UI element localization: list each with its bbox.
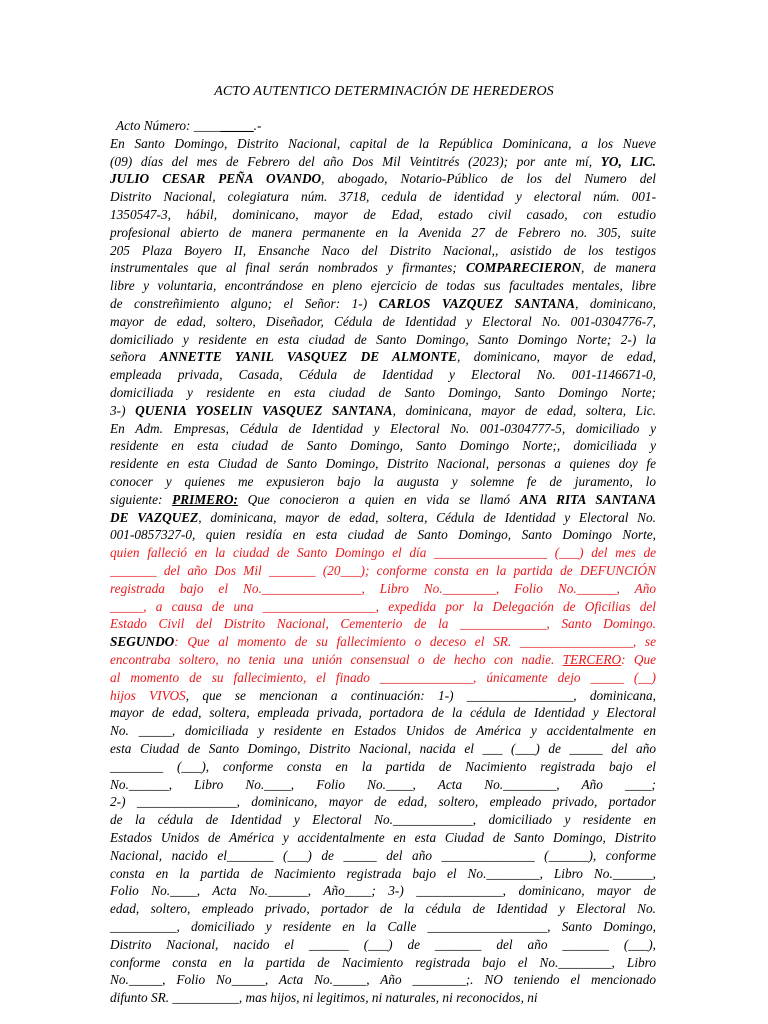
text-line [110, 704, 656, 722]
text-segment: Estados Unidos de América y accidentalmente en esta Ciudad de Santo Domingo, Distrito [110, 830, 656, 845]
text-segment: : Que al momento de su fallecimiento o deceso el SR. _________________, se [174, 634, 656, 650]
text-segment: residente en esta ciudad de Santo Domingo, Santo Domingo Norte;, domiciliada y [110, 438, 656, 454]
text-line [110, 918, 656, 936]
text-segment: Nacional, nacido el_______ (___) de _____ del año ______________ (______), conforme [110, 847, 656, 863]
text-segment: , de manera [581, 260, 656, 276]
text-line [110, 135, 656, 153]
text-line [110, 776, 656, 794]
text-segment: No._____, Folio No_____, Acta No._____, Año ________;. NO teniendo el mencionado [110, 972, 656, 988]
text-line [110, 509, 656, 527]
text-line [110, 989, 656, 1007]
text-segment: Acto Número: ____ [116, 118, 221, 133]
text-line [110, 526, 656, 544]
text-segment: SEGUNDO [110, 634, 175, 650]
text-line [110, 954, 656, 972]
text-segment: DE VAZQUEZ [110, 509, 199, 525]
text-segment: : Que [621, 652, 656, 667]
text-line [110, 473, 656, 491]
text-segment: _____, a causa de una _________________, expedida por la Delegación de Oficilias del [110, 598, 656, 614]
text-line [110, 651, 656, 669]
text-line [110, 544, 656, 562]
text-line [110, 740, 656, 758]
text-line [110, 793, 656, 811]
text-segment: No.______, Libro No.____, Folio No.____, Acta No.________, Año ____; [110, 776, 656, 792]
text-line [110, 295, 656, 313]
text-segment: En Santo Domingo, Distrito Nacional, capital de la República Dominicana, a los Nueve [110, 135, 656, 151]
text-segment: No. _____, domiciliada y residente en Estados Unidos de América y accidentalmente en [110, 723, 656, 739]
text-line [110, 313, 656, 331]
text-segment: , que se mencionan a continuación: 1-) ________________, dominicana, [185, 687, 656, 703]
text-line [110, 722, 656, 740]
text-line [110, 242, 656, 260]
text-segment: libre y voluntaria, encontrándose en pleno ejercicio de todas sus facultades mentales, libre [110, 278, 656, 294]
text-line [110, 259, 656, 277]
text-line [110, 971, 656, 989]
text-segment: registrada bajo el No._______________, Libro No.________, Folio No.______, Año [110, 580, 656, 596]
text-segment: ANA RITA SANTANA [519, 491, 656, 507]
text-segment: Distrito Nacional, nacido el ______ (___) de _______ del año _______ (___), [110, 936, 656, 952]
text-line [110, 633, 656, 651]
text-segment: Distrito Nacional, colegiatura núm. 3718, cedula de identidad y electoral núm. 001- [110, 189, 656, 205]
text-segment: YO, LIC. [600, 153, 656, 169]
text-segment: domiciliada y residente en esta ciudad de Santo Domingo, Santo Domingo Norte; [110, 385, 656, 400]
text-segment: conforme consta en la partida de Nacimiento registrada bajo el No.________, Libro [110, 954, 656, 970]
text-segment: TERCERO [562, 652, 622, 667]
text-segment: edad, soltero, empleado privado, portador de la cédula de Identidad y Electoral No. [110, 901, 656, 917]
text-segment: al momento de su fallecimiento, el finado ______________, únicamente dejo _____ (__) [110, 669, 656, 685]
text-line [110, 420, 656, 438]
text-segment: residente en esta Ciudad de Santo Domingo, Distrito Nacional, personas a quienes doy fe [110, 456, 656, 472]
text-line [110, 277, 656, 295]
text-line [110, 437, 656, 455]
text-line [110, 882, 656, 900]
text-segment: empleada privada, Casada, Cédula de Identidad y Electoral No. 001-1146671-0, [110, 367, 656, 383]
text-segment: , dominicana, mayor de edad, soltera, Lic. [392, 402, 656, 418]
text-segment: 1350547-3, hábil, dominicano, mayor de Edad, estado civil casado, con estudio [110, 207, 656, 222]
text-segment: mayor de edad, soltero, Diseñador, Cédula de Identidad y Electoral No. 001-0304776-7, [110, 313, 656, 329]
text-segment: de constreñimiento alguno; el Señor: 1-) [110, 296, 379, 311]
text-segment: CARLOS VAZQUEZ SANTANA [378, 296, 576, 311]
text-segment: , dominicana, mayor de edad, soltera, Cédula de Identidad y Electoral No. [198, 509, 656, 525]
document-title: ACTO AUTENTICO DETERMINACIÓN DE HEREDEROS [214, 84, 554, 99]
text-segment: 3-) [110, 402, 136, 418]
text-segment: siguiente: [110, 491, 173, 507]
text-segment: 205 Plaza Boyero II, Ensanche Naco del Distrito Nacional,, asistido de los testigos [110, 242, 656, 258]
text-line [110, 829, 656, 847]
text-segment: .- [253, 118, 262, 133]
text-line [110, 402, 656, 420]
text-segment: quien falleció en la ciudad de Santo Domingo el día _________________ (___) del mes de [110, 545, 656, 561]
text-segment: difunto SR. __________, mas hijos, ni legitimos, ni naturales, ni reconocidos, ni [110, 990, 538, 1006]
text-segment: , dominicano, mayor de edad, [457, 349, 656, 365]
text-segment: PRIMERO: [172, 491, 238, 507]
text-line [110, 348, 656, 366]
text-segment: Folio No.____, Acta No.______, Año____; 3-) _____________, dominicano, mayor de [110, 883, 656, 899]
text-segment: instrumentales que al final serán nombrados y firmantes; [110, 260, 466, 276]
text-line [110, 188, 656, 206]
text-segment: domiciliado y residente en esta ciudad de Santo Domingo, Santo Domingo Norte; 2-) la [110, 331, 656, 347]
text-segment: encontraba soltero, no tenia una unión consensual o de hecho con nadie. [110, 652, 563, 667]
text-line [110, 384, 656, 402]
text-line [110, 847, 656, 865]
text-line [110, 615, 656, 633]
text-line [116, 117, 261, 135]
text-segment: __________, domiciliado y residente en la Calle __________________, Santo Domingo, [110, 919, 656, 934]
text-line [110, 811, 656, 829]
text-segment: 2-) _______________, dominicano, mayor de edad, soltero, empleado privado, portador [110, 794, 656, 810]
text-segment: _____ [220, 118, 254, 133]
text-line [110, 936, 656, 954]
text-line [110, 331, 656, 349]
text-line [110, 206, 656, 224]
text-line [110, 669, 656, 687]
text-segment: , abogado, Notario-Público de los del Numero del [321, 171, 657, 187]
text-segment: , dominicano, [575, 296, 656, 311]
text-line [110, 900, 656, 918]
text-segment: En Adm. Empresas, Cédula de Identidad y Electoral No. 001-0304777-5, domiciliado y [110, 420, 656, 436]
text-segment: 001-0857327-0, quien residía en esta ciudad de Santo Domingo, Santo Domingo Norte, [110, 527, 656, 543]
text-line [110, 758, 656, 776]
text-segment: COMPARECIERON [466, 260, 582, 276]
text-line [110, 170, 656, 188]
text-segment: de la cédula de Identidad y Electoral No.____________, domiciliado y residente en [110, 812, 656, 828]
text-segment: ________ (___), conforme consta en la partida de Nacimiento registrada bajo el [110, 758, 656, 774]
text-line [110, 865, 656, 883]
text-segment: esta Ciudad de Santo Domingo, Distrito Nacional, nacida el ___ (___) de _____ del año [110, 741, 656, 756]
text-line [110, 366, 656, 384]
text-line [110, 562, 656, 580]
text-segment: ANNETTE YANIL VASQUEZ DE ALMONTE [159, 349, 458, 365]
text-segment: JULIO CESAR PEÑA OVANDO [110, 171, 322, 187]
text-line [110, 491, 656, 509]
text-segment: hijos VIVOS [110, 687, 186, 703]
text-segment: QUENIA YOSELIN VASQUEZ SANTANA [135, 402, 393, 418]
text-line [110, 455, 656, 473]
text-line [110, 687, 656, 705]
text-segment: mayor de edad, soltera, empleada privada, portadora de la cédula de Identidad y Electoral [110, 705, 656, 721]
text-segment: _______ del año Dos Mil _______ (20___); conforme consta en la partida de DEFUNCIÓN [110, 563, 656, 578]
text-line [110, 598, 656, 616]
text-segment: Que conocieron a quien en vida se llamó [237, 491, 520, 507]
text-segment: consta en la partida de Nacimiento registrada bajo el No.________, Libro No.______, [110, 865, 656, 881]
text-line [110, 153, 656, 171]
text-line [110, 580, 656, 598]
text-segment: (09) días del mes de Febrero del año Dos Mil Veintitrés (2023); por ante mí, [110, 153, 601, 169]
text-segment: señora [110, 349, 160, 365]
text-segment: profesional abierto de manera permanente en la Avenida 27 de Febrero no. 305, suite [110, 224, 656, 240]
text-line [110, 224, 656, 242]
text-segment: conocer y quienes me expusieron bajo la augusta y solemne fe de juramento, lo [110, 474, 656, 489]
text-segment: Estado Civil del Distrito Nacional, Cementerio de la _____________, Santo Domingo. [110, 616, 656, 632]
